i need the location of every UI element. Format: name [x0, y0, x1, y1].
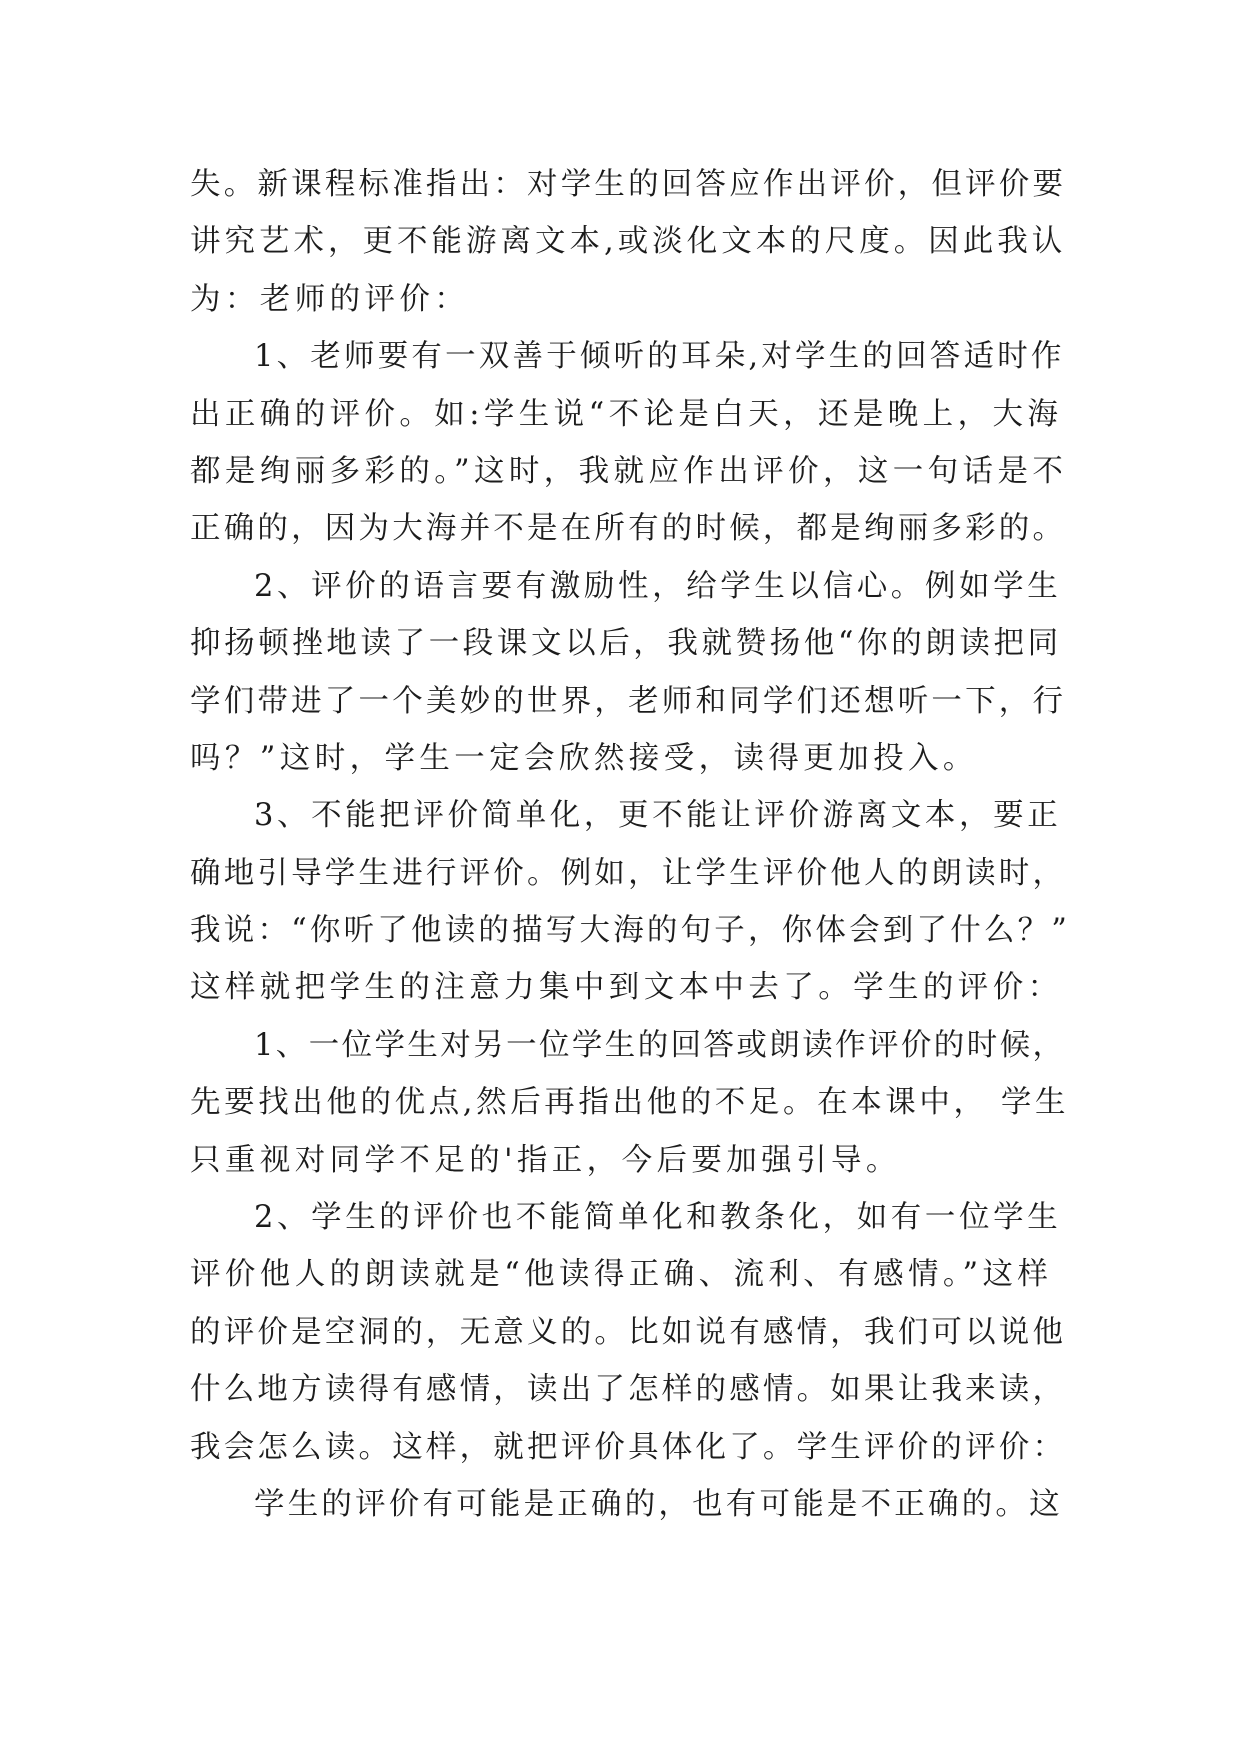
- paragraph-start-line: 1、老师要有一双善于倾听的耳朵,对学生的回答适时作: [254, 339, 1065, 375]
- text-line: 的评价是空洞的，无意义的。比如说有感情，我们可以说他: [190, 1314, 1067, 1350]
- text-line: 学们带进了一个美妙的世界，老师和同学们还想听一下，行: [190, 683, 1067, 719]
- text-line: 这样就把学生的注意力集中到文本中去了。学生的评价：: [190, 970, 1063, 1006]
- paragraph-start-line: 3、不能把评价简单化，更不能让评价游离文本，要正: [254, 798, 1062, 834]
- text-line: 讲究艺术，更不能游离文本,或淡化文本的尺度。因此我认: [190, 224, 1067, 260]
- text-line: 先要找出他的优点,然后再指出他的不足。在本课中， 学生: [190, 1085, 1070, 1121]
- paragraph-start-line: 学生的评价有可能是正确的，也有可能是不正确的。这: [254, 1486, 1063, 1522]
- text-line: 正确的，因为大海并不是在所有的时候，都是绚丽多彩的。: [190, 511, 1067, 547]
- paragraph-start-line: 2、学生的评价也不能简单化和教条化，如有一位学生: [254, 1200, 1062, 1236]
- paragraph-start-line: 1、一位学生对另一位学生的回答或朗读作评价的时候，: [254, 1027, 1066, 1063]
- body-text: [190, 156, 1070, 1533]
- text-line: 为：老师的评价：: [190, 281, 470, 317]
- text-line: 出正确的评价。如:学生说“不论是白天，还是晚上，大海: [190, 396, 1063, 432]
- text-line: 我会怎么读。这样，就把评价具体化了。学生评价的评价：: [190, 1429, 1067, 1465]
- text-line: 失。新课程标准指出：对学生的回答应作出评价，但评价要: [190, 167, 1067, 202]
- text-line: 评价他人的朗读就是“他读得正确、流利、有感情。”这样: [190, 1257, 1053, 1293]
- text-line: 只重视对同学不足的'指正，今后要加强引导。: [190, 1142, 901, 1178]
- text-line: 抑扬顿挫地读了一段课文以后，我就赞扬他“你的朗读把同: [190, 626, 1062, 662]
- text-line: 都是绚丽多彩的。”这时，我就应作出评价，这一句话是不: [190, 453, 1068, 489]
- text-line: 吗？”这时，学生一定会欣然接受，读得更加投入。: [190, 740, 978, 776]
- text-line: 我说：“你听了他读的描写大海的句子，你体会到了什么？”: [190, 913, 1071, 949]
- paragraph-start-line: 2、评价的语言要有激励性，给学生以信心。例如学生: [254, 568, 1062, 604]
- text-line: 什么地方读得有感情，读出了怎样的感情。如果让我来读，: [190, 1372, 1067, 1408]
- text-line: 确地引导学生进行评价。例如，让学生评价他人的朗读时，: [190, 855, 1067, 891]
